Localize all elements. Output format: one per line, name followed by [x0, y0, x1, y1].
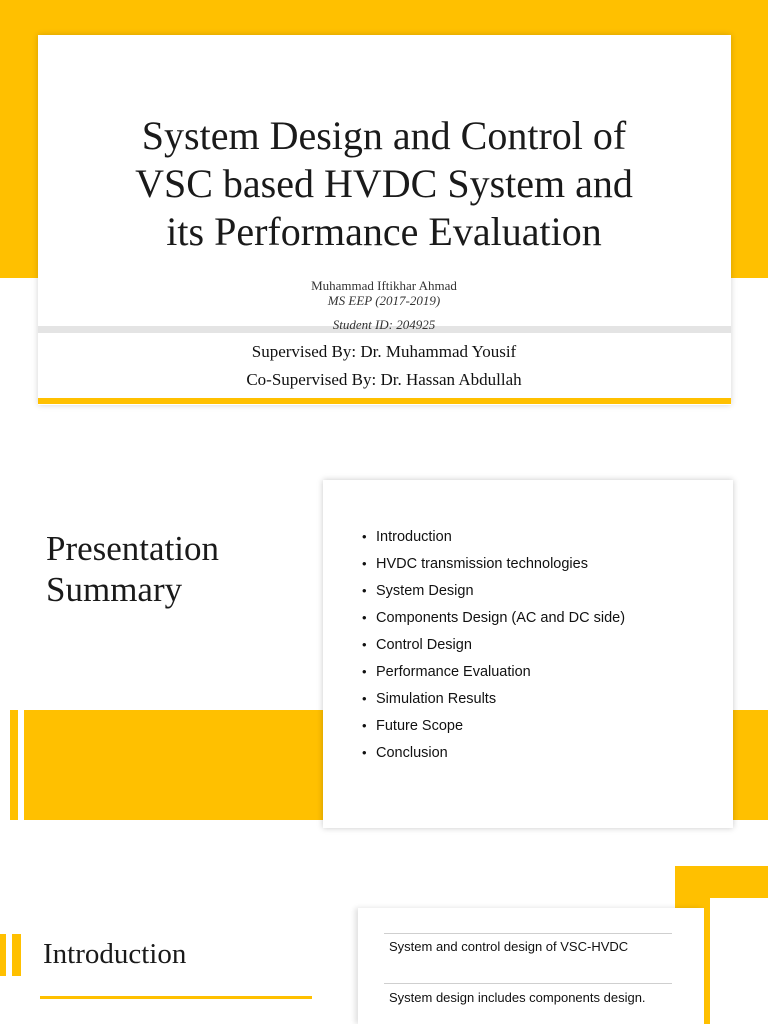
- divider: [384, 983, 672, 984]
- accent-underline: [40, 996, 312, 999]
- title-line: VSC based HVDC System and: [135, 161, 633, 206]
- list-item: • Conclusion: [362, 742, 722, 769]
- author-name: Muhammad Iftikhar Ahmad: [311, 278, 457, 293]
- supervisor: Supervised By: Dr. Muhammad Yousif: [251, 342, 517, 361]
- presentation-title: [60, 112, 708, 256]
- summary-list: [362, 526, 722, 769]
- summary-slide: [0, 470, 768, 850]
- list-item: • System Design: [362, 580, 722, 607]
- co-supervisor: Co-Supervised By: Dr. Hassan Abdullah: [246, 370, 522, 389]
- list-item: • Future Scope: [362, 715, 722, 742]
- program-label: MS EEP (2017-2019): [327, 293, 441, 308]
- title-line: System Design and Control of: [141, 113, 627, 158]
- divider: [384, 933, 672, 934]
- panel-cutout: [710, 898, 768, 1024]
- accent-underline: [38, 398, 731, 404]
- list-item: • Performance Evaluation: [362, 661, 722, 688]
- accent-side-bar: [10, 710, 18, 820]
- title-line: Summary: [46, 570, 183, 609]
- title-line: its Performance Evaluation: [166, 209, 602, 254]
- list-item: System and control design of VSC-HVDC: [389, 939, 629, 954]
- title-slide: [0, 0, 768, 426]
- introduction-slide: [0, 866, 768, 1024]
- list-item: • Components Design (AC and DC side): [362, 607, 722, 634]
- slide-title: Introduction: [43, 938, 187, 970]
- list-item: System design includes components design.: [389, 990, 646, 1005]
- list-item: • Control Design: [362, 634, 722, 661]
- list-item: • Introduction: [362, 526, 722, 553]
- slide-title: [46, 528, 316, 610]
- accent-side-bar: [0, 934, 6, 976]
- student-id: Student ID: 204925: [332, 317, 436, 332]
- list-item: • HVDC transmission technologies: [362, 553, 722, 580]
- content-panel: [358, 908, 704, 1024]
- accent-side-bar: [12, 934, 21, 976]
- list-item: • Simulation Results: [362, 688, 722, 715]
- title-line: Presentation: [46, 529, 220, 568]
